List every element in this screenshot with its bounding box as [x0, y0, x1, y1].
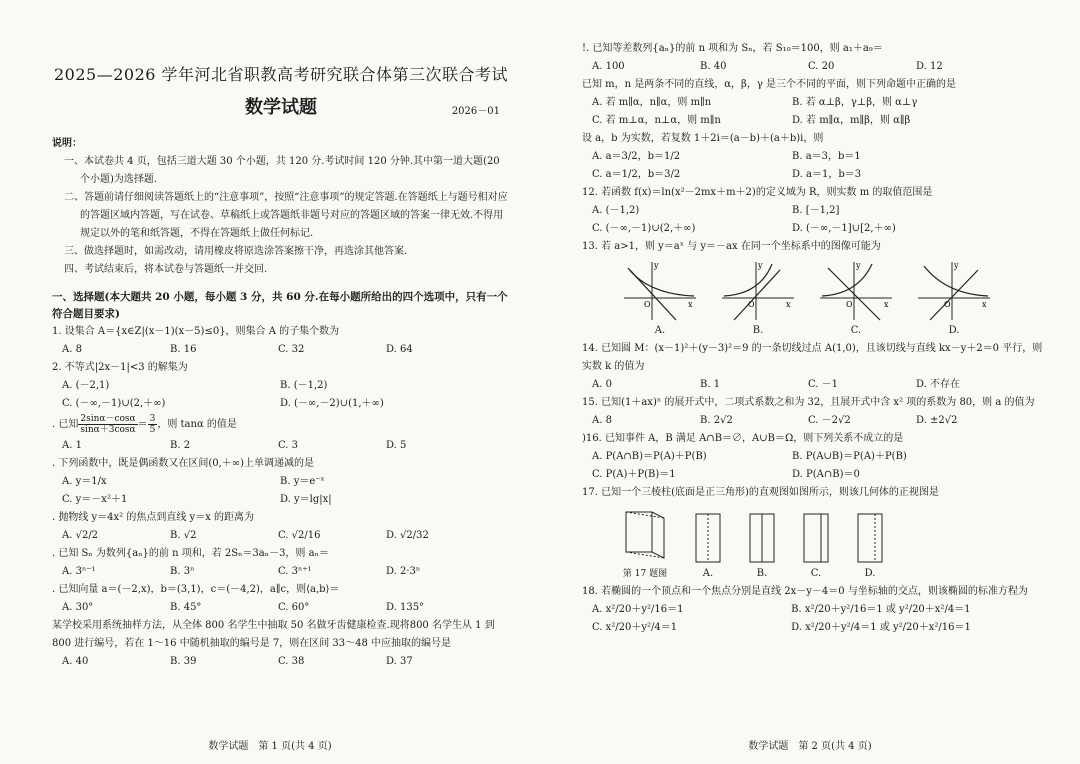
graph-label: D. — [948, 325, 960, 336]
view-c-svg — [802, 512, 830, 564]
note-2: 二、答题前请仔细阅读答题纸上的“注意事项”，按照“注意事项”的规定答题.在答题纸上与题号相对应的答题区域内答题，写在试卷、草稿纸上或答题纸非题号对应的答题区域的答案一律无效.不得用规定以外的笔和纸答题，不得在答题纸上做任何标记. — [64, 192, 508, 239]
question-7: . 已知向量 a＝(－2,x)，b＝(3,1)，c＝(－4,2)，a∥c，则⟨a,b⟩＝ — [52, 584, 340, 595]
question-10-options — [582, 94, 1050, 112]
option: A. P(A∩B)＝P(A)＋P(B) — [592, 451, 707, 462]
figure-caption: 第 17 题图 — [622, 569, 668, 579]
question-6: . 已知 Sₙ 为数列{aₙ}的前 n 项和，若 2Sₙ＝3aₙ－3，则 aₙ＝ — [52, 548, 329, 559]
option: A. 若 m∥α，n∥α，则 m∥n — [592, 97, 712, 108]
view-d-svg — [856, 512, 884, 564]
question-16-options-row2 — [582, 466, 1050, 484]
option: A. √2/2 — [62, 530, 99, 541]
q3-numerator: 2sinα－cosα — [80, 414, 136, 424]
option: A. 100 — [592, 61, 625, 72]
question-17-figures — [582, 506, 1050, 579]
question-13-graphs — [582, 260, 1050, 336]
option: C. x²/20＋y²/4＝1 — [592, 622, 678, 633]
question-8: 某学校采用系统抽样方法，从全体 800 名学生中抽取 50 名做牙齿健康检查.现将800 名学生从 1 到 800 进行编号，若在 1～16 中随机抽取的编号是 7，则在区间 33～48 中应抽取的编号是 — [52, 620, 495, 649]
q3-fraction — [78, 414, 137, 435]
prism-svg — [622, 506, 668, 562]
view-option-a — [694, 512, 722, 579]
graph-b-svg — [720, 260, 796, 322]
svg-text:x: x — [884, 300, 889, 309]
view-label: D. — [864, 568, 876, 579]
exam-date: 2026－01 — [451, 106, 500, 117]
question-14-options — [582, 376, 1050, 394]
page-footer: 数学试题 第 1 页(共 4 页) — [208, 741, 332, 752]
question-7-options — [52, 599, 510, 617]
option: D. a＝1，b＝3 — [792, 169, 862, 180]
question-13: 13. 若 a>1，则 y＝aˣ 与 y＝－ax 在同一个坐标系中的图像可能为 — [582, 241, 881, 252]
svg-text:x: x — [786, 300, 791, 309]
option: B. 39 — [170, 656, 197, 667]
option: D. x²/20＋y²/4＝1 或 y²/20＋x²/16＝1 — [791, 622, 971, 633]
q3-rhs-fraction — [148, 414, 158, 435]
option: A. 3ⁿ⁻¹ — [62, 566, 96, 577]
option: C. －2√2 — [808, 415, 851, 426]
question-16-options — [582, 448, 1050, 466]
option: A. 8 — [62, 344, 82, 355]
note-3: 三、做选择题时，如需改动，请用橡皮将原选涂答案擦干净，再选涂其他答案. — [64, 246, 408, 257]
option: C. (－∞,－1)∪(2,＋∞) — [592, 223, 696, 234]
view-a-svg — [694, 512, 722, 564]
svg-text:O: O — [748, 300, 755, 309]
option: A. 30° — [62, 602, 94, 613]
question-16: )16. 已知事件 A，B 满足 A∩B＝∅，A∪B＝Ω，则下列关系不成立的是 — [582, 433, 904, 444]
option: A. 0 — [592, 379, 612, 390]
subject-title: 数学试题 — [245, 97, 317, 118]
option: A. 40 — [62, 656, 89, 667]
option: D. 5 — [386, 440, 407, 451]
question-12-options — [582, 202, 1050, 220]
question-14: 14. 已知圆 M：(x－1)²＋(y－3)²＝9 的一条切线过点 A(1,0)，且该切线与直线 kx－y＋2＝0 平行，则实数 k 的值为 — [582, 343, 1043, 372]
svg-text:y: y — [654, 261, 659, 270]
option: D. 135° — [386, 602, 425, 613]
option: B. 2 — [170, 440, 191, 451]
option: B. P(A∪B)＝P(A)＋P(B) — [792, 451, 907, 462]
question-9-options — [582, 58, 1050, 76]
graph-d-svg — [916, 260, 992, 322]
q3-equals: ＝ — [137, 419, 148, 430]
exam-title: 2025—2026 学年河北省职教高考研究联合体第三次联合考试 — [53, 65, 509, 84]
view-option-d — [856, 512, 884, 579]
option: A. y＝1/x — [62, 476, 107, 487]
question-4-options — [52, 473, 510, 491]
option: B. y＝e⁻ˣ — [280, 476, 325, 487]
question-3-options — [52, 437, 510, 455]
svg-text:O: O — [846, 300, 853, 309]
question-15-options — [582, 412, 1050, 430]
graph-option-d — [916, 260, 992, 336]
option: A. 8 — [592, 415, 612, 426]
option: C. y＝－x²＋1 — [62, 494, 128, 505]
question-2: 2. 不等式|2x－1|<3 的解集为 — [52, 362, 188, 373]
question-4-options-row2 — [52, 491, 510, 509]
option: C. 若 m⊥α，n⊥α，则 m∥n — [592, 115, 721, 126]
q3-suffix: ，则 tanα 的值是 — [157, 419, 237, 430]
option: B. [－1,2] — [792, 205, 840, 216]
option: D. √2/32 — [386, 530, 429, 541]
q3-rhs-den: 5 — [149, 425, 156, 435]
note-4: 四、考试结束后，将本试卷与答题纸一并交回. — [64, 264, 268, 275]
option: B. x²/20＋y²/16＝1 或 y²/20＋x²/4＝1 — [791, 604, 971, 615]
option: B. a＝3，b＝1 — [792, 151, 861, 162]
option: C. 60° — [278, 602, 310, 613]
option: B. 1 — [700, 379, 721, 390]
option: B. 若 α⊥β，γ⊥β，则 α⊥γ — [792, 97, 918, 108]
question-11: 设 a，b 为实数，若复数 1＋2i＝(a－b)＋(a＋b)i，则 — [582, 133, 824, 144]
question-1-options — [52, 341, 510, 359]
option: A. 1 — [62, 440, 82, 451]
question-8-options — [52, 653, 510, 671]
graph-c-svg — [818, 260, 894, 322]
option: C. a＝1/2，b＝3/2 — [592, 169, 681, 180]
question-2-options-row2 — [52, 395, 510, 413]
question-5: . 抛物线 y＝4x² 的焦点到直线 y＝x 的距离为 — [52, 512, 255, 523]
question-11-options-row2 — [582, 166, 1050, 184]
option: B. (－1,2) — [280, 380, 328, 391]
option: A. (－2,1) — [62, 380, 110, 391]
option: D. (－∞,－2)∪(1,＋∞) — [280, 398, 384, 409]
option: C. 32 — [278, 344, 305, 355]
graph-label: B. — [752, 325, 764, 336]
question-12-options-row2 — [582, 220, 1050, 238]
option: D. 若 m∥α，m∥β，则 α∥β — [792, 115, 911, 126]
question-9: !. 已知等差数列{aₙ}的前 n 项和为 Sₙ，若 S₁₀＝100，则 a₁＋a₉＝ — [582, 43, 883, 54]
option: D. 2·3ⁿ — [386, 566, 421, 577]
graph-option-c — [818, 260, 894, 336]
q3-denominator: sinα＋3cosα — [80, 425, 136, 435]
notes-heading: 说明： — [52, 138, 82, 149]
view-option-b — [748, 512, 776, 579]
option: C. 3 — [278, 440, 299, 451]
question-18: 18. 若椭圆的一个顶点和一个焦点分别是直线 2x－y－4＝0 与坐标轴的交点，则该椭圆的标准方程为 — [582, 586, 1028, 597]
option: C. P(A)＋P(B)＝1 — [592, 469, 676, 480]
graph-label: A. — [654, 325, 666, 336]
option: A. x²/20＋y²/16＝1 — [592, 604, 684, 615]
svg-text:x: x — [688, 300, 693, 309]
svg-text:x: x — [982, 300, 987, 309]
option: B. 3ⁿ — [170, 566, 195, 577]
svg-text:O: O — [944, 300, 951, 309]
option: C. √2/16 — [278, 530, 321, 541]
option: B. 2√2 — [700, 415, 733, 426]
option: B. 40 — [700, 61, 727, 72]
question-10: 已知 m，n 是两条不同的直线，α，β，γ 是三个不同的平面，则下列命题中正确的是 — [582, 79, 956, 90]
question-3 — [52, 413, 510, 437]
page-2 — [540, 0, 1080, 764]
option: A. a＝3/2，b＝1/2 — [592, 151, 681, 162]
note-1: 一、本试卷共 4 页，包括三道大题 30 个小题，共 120 分.考试时间 120 分钟.其中第一道大题(20 个小题)为选择题. — [64, 156, 500, 185]
option: D. 12 — [916, 61, 943, 72]
graph-a-svg — [622, 260, 698, 322]
question-4: . 下列函数中，既是偶函数又在区间(0,＋∞)上单调递减的是 — [52, 458, 315, 469]
option: B. 45° — [170, 602, 202, 613]
graph-option-b — [720, 260, 796, 336]
view-label: B. — [756, 568, 768, 579]
view-b-svg — [748, 512, 776, 564]
question-18-options — [582, 601, 1050, 619]
graph-label: C. — [850, 325, 862, 336]
section-heading: 一、选择题(本大题共 20 小题，每小题 3 分，共 60 分.在每小题所给出的四个选项中，只有一个符合题目要求) — [52, 291, 508, 320]
question-15: 15. 已知(1＋ax)ⁿ 的展开式中，二项式系数之和为 32，且展开式中含 x² 项的系数为 80，则 a 的值为 — [582, 397, 1035, 408]
question-18-options-row2 — [582, 619, 1050, 637]
question-12: 12. 若函数 f(x)＝ln(x²－2mx＋m＋2)的定义域为 R，则实数 m 的取值范围是 — [582, 187, 933, 198]
option: D. 64 — [386, 344, 413, 355]
question-11-options — [582, 148, 1050, 166]
svg-text:y: y — [856, 261, 861, 270]
page-footer: 数学试题 第 2 页(共 4 页) — [748, 741, 872, 752]
svg-text:y: y — [758, 261, 763, 270]
option: D. ±2√2 — [916, 415, 958, 426]
q3-rhs-num: 3 — [149, 414, 156, 424]
option: D. y＝lg|x| — [280, 494, 332, 505]
option: C. －1 — [808, 379, 839, 390]
question-17: 17. 已知一个三棱柱(底面是正三角形)的直观图如图所示，则该几何体的正视图是 — [582, 487, 939, 498]
question-1: 1. 设集合 A＝{x∈Z|(x－1)(x－5)≤0}，则集合 A 的子集个数为 — [52, 326, 340, 337]
option: B. 16 — [170, 344, 197, 355]
option: D. 不存在 — [916, 379, 961, 390]
option: B. √2 — [170, 530, 197, 541]
option: D. 37 — [386, 656, 413, 667]
question-10-options-row2 — [582, 112, 1050, 130]
question-6-options — [52, 563, 510, 581]
view-label: A. — [702, 568, 714, 579]
option: D. (－∞,－1]∪[2,＋∞) — [792, 223, 896, 234]
q3-prefix: . 已知 — [52, 419, 79, 430]
graph-option-a — [622, 260, 698, 336]
option: C. 38 — [278, 656, 305, 667]
question-2-options — [52, 377, 510, 395]
view-option-c — [802, 512, 830, 579]
view-label: C. — [810, 568, 822, 579]
prism-figure — [622, 506, 668, 579]
option: C. 3ⁿ⁺¹ — [278, 566, 312, 577]
svg-text:y: y — [954, 261, 959, 270]
option: C. 20 — [808, 61, 835, 72]
option: A. (－1,2) — [592, 205, 640, 216]
question-5-options — [52, 527, 510, 545]
svg-text:O: O — [644, 300, 651, 309]
option: C. (－∞,－1)∪(2,＋∞) — [62, 398, 166, 409]
option: D. P(A∩B)＝0 — [792, 469, 860, 480]
